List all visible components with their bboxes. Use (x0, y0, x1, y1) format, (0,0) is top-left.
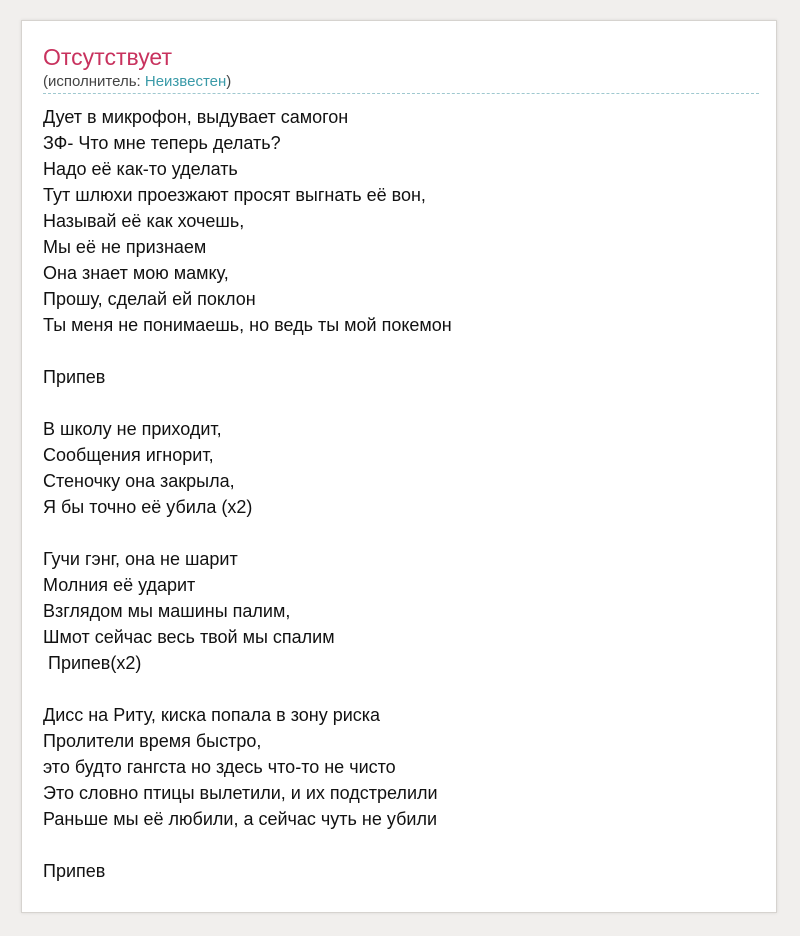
lyric-line: Сообщения игнорит, (43, 445, 214, 465)
lyric-line: Шмот сейчас весь твой мы спалим (43, 627, 335, 647)
lyric-line: Дисс на Риту, киска попала в зону риска (43, 705, 381, 725)
lyric-line: Мы её не признаем (43, 237, 207, 257)
lyric-line: Стеночку она закрыла, (43, 471, 235, 491)
lyric-line: Прошу, сделай ей поклон (43, 289, 256, 309)
lyrics-card (21, 20, 777, 913)
lyric-line: Гучи гэнг, она не шарит (43, 549, 238, 569)
lyric-line: ЗФ- Что мне теперь делать? (43, 133, 281, 153)
lyric-line: Молния её ударит (43, 575, 196, 595)
lyric-line: Припев(x2) (43, 653, 142, 673)
lyric-line: Она знает мою мамку, (43, 263, 229, 283)
lyric-line: Тут шлюхи проезжают просят выгнать её вон, (43, 185, 426, 205)
lyric-blank-line (43, 520, 759, 546)
lyric-line: Припев (43, 861, 106, 881)
lyric-line: Пролители время быстро, (43, 731, 262, 751)
lyric-line: Раньше мы её любили, а сейчас чуть не убили (43, 809, 437, 829)
lyric-line: Это словно птицы вылетили, и их подстрелили (43, 783, 438, 803)
lyric-line: Называй её как хочешь, (43, 211, 245, 231)
artist-suffix: ) (226, 73, 232, 90)
lyric-line: Ты меня не понимаешь, но ведь ты мой покемон (43, 315, 452, 335)
artist-line (43, 73, 231, 91)
artist-prefix: (исполнитель: (43, 73, 145, 90)
lyric-blank-line (43, 390, 759, 416)
title-divider (43, 93, 759, 94)
lyric-line: Дует в микрофон, выдувает самогон (43, 107, 349, 127)
lyric-blank-line (43, 676, 759, 702)
lyric-line: В школу не приходит, (43, 419, 222, 439)
lyric-line: Я бы точно её убила (x2) (43, 497, 253, 517)
lyrics-text (43, 104, 759, 884)
lyric-line: Надо её как-то уделать (43, 159, 238, 179)
lyric-line: Взглядом мы машины палим, (43, 601, 291, 621)
song-title: Отсутствует (43, 44, 172, 70)
artist-link[interactable]: Неизвестен (144, 73, 227, 90)
lyric-blank-line (43, 338, 759, 364)
lyric-line: Припев (43, 367, 106, 387)
lyric-blank-line (43, 832, 759, 858)
lyric-line: это будто гангста но здесь что-то не чисто (43, 757, 396, 777)
